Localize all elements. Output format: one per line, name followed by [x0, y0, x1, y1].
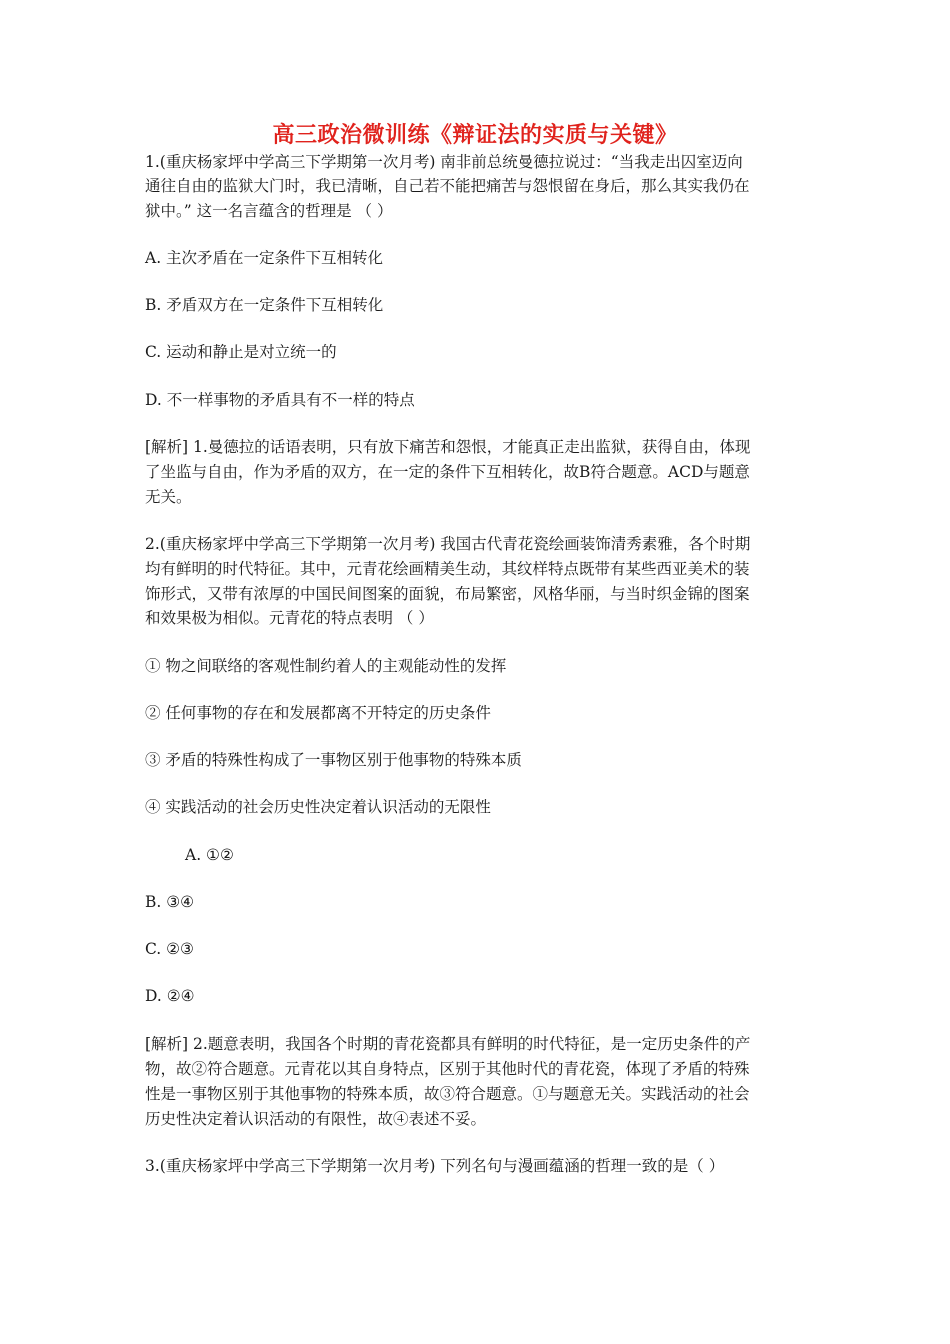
q1-analysis-line-3: 无关。	[145, 488, 192, 506]
document-title: 高三政治微训练《辩证法的实质与关键》	[272, 122, 678, 148]
q1-option-d: D. 不一样事物的矛盾具有不一样的特点	[145, 391, 415, 409]
q2-stem-line-1: 2.(重庆杨家坪中学高三下学期第一次月考) 我国古代青花瓷绘画装饰清秀素雅，各个时期	[145, 535, 751, 553]
q2-option-a: A. ①②	[185, 846, 234, 864]
q2-analysis-line-3: 性是一事物区别于其他事物的特殊本质，故③符合题意。①与题意无关。实践活动的社会	[145, 1085, 750, 1103]
q1-analysis-line-1: [解析] 1.曼德拉的话语表明，只有放下痛苦和怨恨，才能真正走出监狱，获得自由，体现	[145, 438, 751, 456]
q2-option-b: B. ③④	[145, 893, 195, 911]
q1-option-a: A. 主次矛盾在一定条件下互相转化	[145, 249, 384, 267]
q1-option-c: C. 运动和静止是对立统一的	[145, 343, 337, 361]
q2-option-d: D. ②④	[145, 987, 195, 1005]
q1-stem-line-3: 狱中。” 这一名言蕴含的哲理是 （ ）	[145, 202, 393, 220]
q1-stem-line-1: 1.(重庆杨家坪中学高三下学期第一次月考) 南非前总统曼德拉说过：“当我走出囚室迈向	[145, 153, 743, 171]
q2-option-c: C. ②③	[145, 940, 194, 958]
q3-stem: 3.(重庆杨家坪中学高三下学期第一次月考) 下列名句与漫画蕴涵的哲理一致的是（ ）	[145, 1157, 725, 1175]
q2-statement-1: ① 物之间联络的客观性制约着人的主观能动性的发挥	[145, 657, 507, 675]
q1-analysis-line-2: 了坐监与自由，作为矛盾的双方，在一定的条件下互相转化，故B符合题意。ACD与题意	[145, 463, 750, 481]
q1-stem-line-2: 通往自由的监狱大门时，我已清晰，自己若不能把痛苦与怨恨留在身后，那么其实我仍在	[145, 177, 750, 195]
q2-stem-line-4: 和效果极为相似。元青花的特点表明 （ ）	[145, 609, 434, 627]
q2-statement-4: ④ 实践活动的社会历史性决定着认识活动的无限性	[145, 798, 491, 816]
q1-option-b: B. 矛盾双方在一定条件下互相转化	[145, 296, 384, 314]
q2-stem-line-2: 均有鲜明的时代特征。其中，元青花绘画精美生动，其纹样特点既带有某些西亚美术的装	[145, 560, 750, 578]
q2-analysis-line-1: [解析] 2.题意表明，我国各个时期的青花瓷都具有鲜明的时代特征，是一定历史条件的产	[145, 1035, 751, 1053]
q2-stem-line-3: 饰形式，又带有浓厚的中国民间图案的面貌，布局繁密，风格华丽，与当时织金锦的图案	[145, 585, 750, 603]
q2-analysis-line-2: 物，故②符合题意。元青花以其自身特点，区别于其他时代的青花瓷，体现了矛盾的特殊	[145, 1060, 750, 1078]
q2-analysis-line-4: 历史性决定着认识活动的有限性，故④表述不妥。	[145, 1110, 487, 1128]
q2-statement-2: ② 任何事物的存在和发展都离不开特定的历史条件	[145, 704, 491, 722]
q2-statement-3: ③ 矛盾的特殊性构成了一事物区别于他事物的特殊本质	[145, 751, 522, 769]
